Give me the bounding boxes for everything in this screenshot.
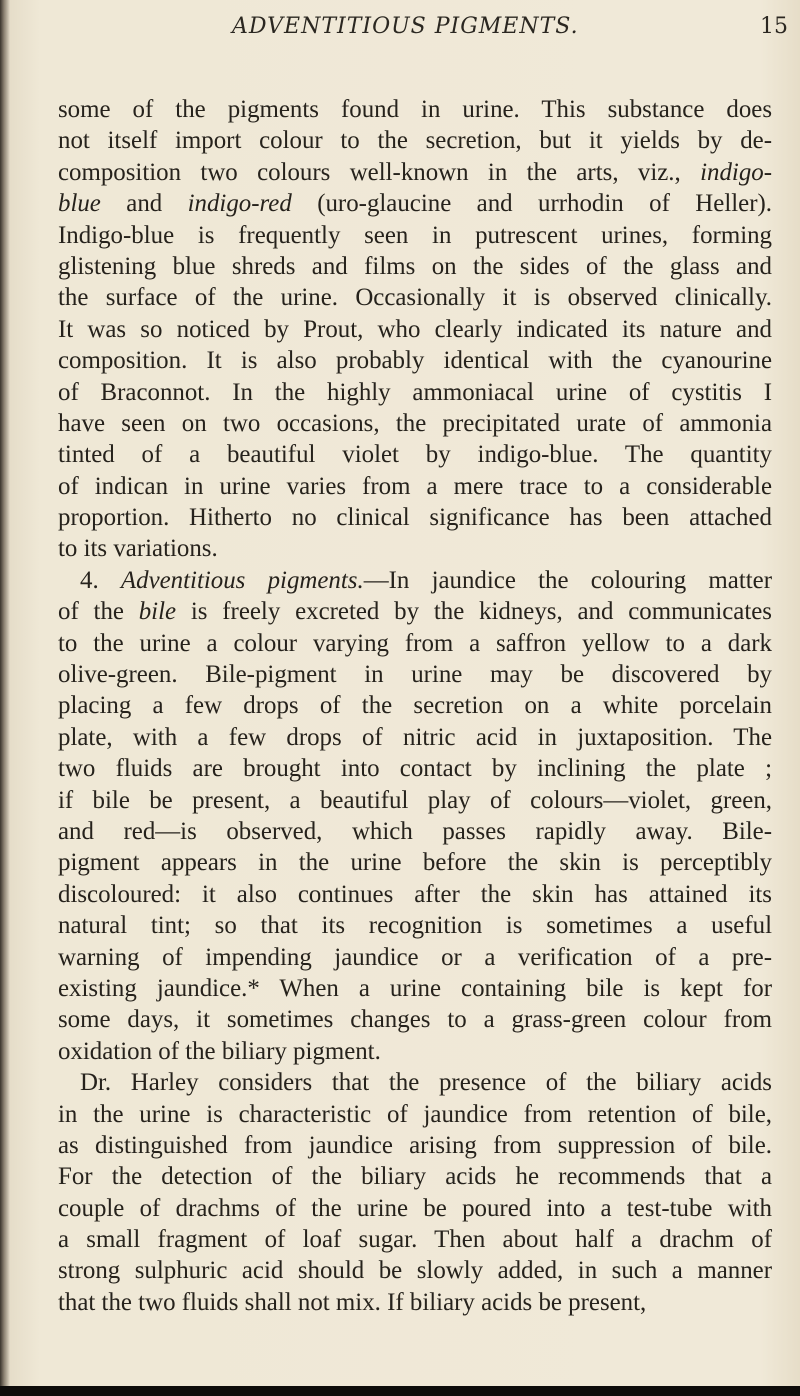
text-run: of the <box>58 598 139 626</box>
text-line <box>58 377 772 408</box>
text-run: pigment appears in the urine before the skin is perceptibly <box>58 849 772 877</box>
text-run: proportion. Hitherto no clinical significance has been attached <box>58 504 772 532</box>
text-run: It was so noticed by Prout, who clearly indicated its nature and <box>58 315 772 343</box>
text-line <box>58 314 772 345</box>
italic-term: bile <box>138 598 177 626</box>
text-line <box>58 125 772 156</box>
text-line <box>58 1067 772 1098</box>
text-line <box>58 1224 772 1255</box>
text-run: Dr. Harley considers that the presence of the biliary acids <box>80 1069 772 1097</box>
text-run: existing jaundice.* When a urine containing bile is kept for <box>58 974 772 1002</box>
text-run: of indican in urine varies from a mere trace to a considerable <box>58 472 772 500</box>
text-run: placing a few drops of the secretion on a white porcelain <box>58 692 772 720</box>
text-line <box>58 1287 772 1318</box>
text-line <box>58 282 772 313</box>
text-run: in the urine is characteristic of jaundice from retention of bile, <box>58 1100 772 1128</box>
text-run: to the urine a colour varying from a saffron yellow to a dark <box>58 629 772 657</box>
text-line <box>58 1161 772 1192</box>
text-line <box>58 910 772 941</box>
text-run: to its variations. <box>58 535 218 563</box>
text-run: composition two colours well-known in the arts, viz., <box>58 158 701 186</box>
text-line <box>58 753 772 784</box>
text-run: —In jaundice the colouring matter <box>363 566 772 594</box>
text-line <box>58 345 772 376</box>
text-run: have seen on two occasions, the precipitated urate of ammonia <box>58 409 772 437</box>
text-line <box>58 690 772 721</box>
text-line <box>58 785 772 816</box>
text-line <box>58 1255 772 1286</box>
text-run: composition. It is also probably identical with the cyanourine <box>58 347 772 375</box>
text-run: is freely excreted by the kidneys, and communicates <box>176 598 772 626</box>
text-line <box>58 565 772 596</box>
text-line <box>58 879 772 910</box>
text-line <box>58 1130 772 1161</box>
text-line <box>58 251 772 282</box>
text-line <box>58 1004 772 1035</box>
text-run: olive-green. Bile-pigment in urine may be discovered by <box>58 661 772 689</box>
text-line <box>58 439 772 470</box>
text-line <box>58 502 772 533</box>
text-run: glistening blue shreds and films on the sides of the glass and <box>58 252 772 280</box>
text-line <box>58 628 772 659</box>
text-line <box>58 533 772 564</box>
italic-term: indigo-red <box>187 190 292 218</box>
page-header <box>0 4 800 54</box>
page-binding-edge <box>0 0 10 1396</box>
text-line <box>58 816 772 847</box>
text-run: some days, it sometimes changes to a grass-green colour from <box>58 1006 772 1034</box>
text-line <box>58 973 772 1004</box>
italic-term: Adventitious pigments. <box>120 566 364 594</box>
text-line <box>58 1099 772 1130</box>
text-run: the surface of the urine. Occasionally it is observed clinically. <box>58 284 772 312</box>
text-run: discoloured: it also continues after the skin has attained its <box>58 880 772 908</box>
page-number: 15 <box>760 14 788 39</box>
text-run: and <box>100 190 188 218</box>
text-run: a small fragment of loaf sugar. Then about half a drachm of <box>58 1226 772 1254</box>
text-run: plate, with a few drops of nitric acid in juxtaposition. The <box>58 723 772 751</box>
text-line <box>58 471 772 502</box>
text-line <box>58 94 772 125</box>
text-run: if bile be present, a beautiful play of colours—violet, green, <box>58 786 772 814</box>
text-line <box>58 408 772 439</box>
text-line <box>58 1193 772 1224</box>
text-run: strong sulphuric acid should be slowly added, in such a manner <box>58 1257 772 1285</box>
text-line <box>58 596 772 627</box>
text-run: (uro-glaucine and urrhodin of Heller). <box>291 190 772 218</box>
italic-term: blue <box>58 190 101 218</box>
text-line <box>58 220 772 251</box>
text-run: tinted of a beautiful violet by indigo-blue. The quantity <box>58 441 772 469</box>
italic-term: indigo- <box>700 158 772 186</box>
text-line <box>58 1036 772 1067</box>
text-line <box>58 722 772 753</box>
scan-bottom-edge <box>0 1386 800 1396</box>
text-run: two fluids are brought into contact by inclining the plate ; <box>58 755 772 783</box>
text-line <box>58 847 772 878</box>
text-run: that the two fluids shall not mix. If biliary acids be present, <box>58 1288 647 1316</box>
text-run: and red—is observed, which passes rapidly away. Bile- <box>58 817 772 845</box>
text-run: natural tint; so that its recognition is sometimes a useful <box>58 912 772 940</box>
text-line <box>58 157 772 188</box>
text-run: warning of impending jaundice or a verification of a pre- <box>58 943 772 971</box>
text-line <box>58 659 772 690</box>
text-run: not itself import colour to the secretion, but it yields by de- <box>58 127 772 155</box>
text-run: couple of drachms of the urine be poured into a test-tube with <box>58 1194 772 1222</box>
text-run: of Braconnot. In the highly ammoniacal urine of cystitis I <box>58 378 772 406</box>
text-line <box>58 942 772 973</box>
text-run: 4. <box>80 566 121 594</box>
text-run: some of the pigments found in urine. This substance does <box>58 96 772 123</box>
text-run: For the detection of the biliary acids he recommends that a <box>58 1163 772 1191</box>
body-text <box>58 94 772 1318</box>
text-line <box>58 188 772 219</box>
text-run: oxidation of the biliary pigment. <box>58 1037 381 1065</box>
text-run: Indigo-blue is frequently seen in putrescent urines, forming <box>58 221 772 249</box>
text-run: as distinguished from jaundice arising from suppression of bile. <box>58 1131 772 1159</box>
running-head: ADVENTITIOUS PIGMENTS. <box>232 14 579 39</box>
